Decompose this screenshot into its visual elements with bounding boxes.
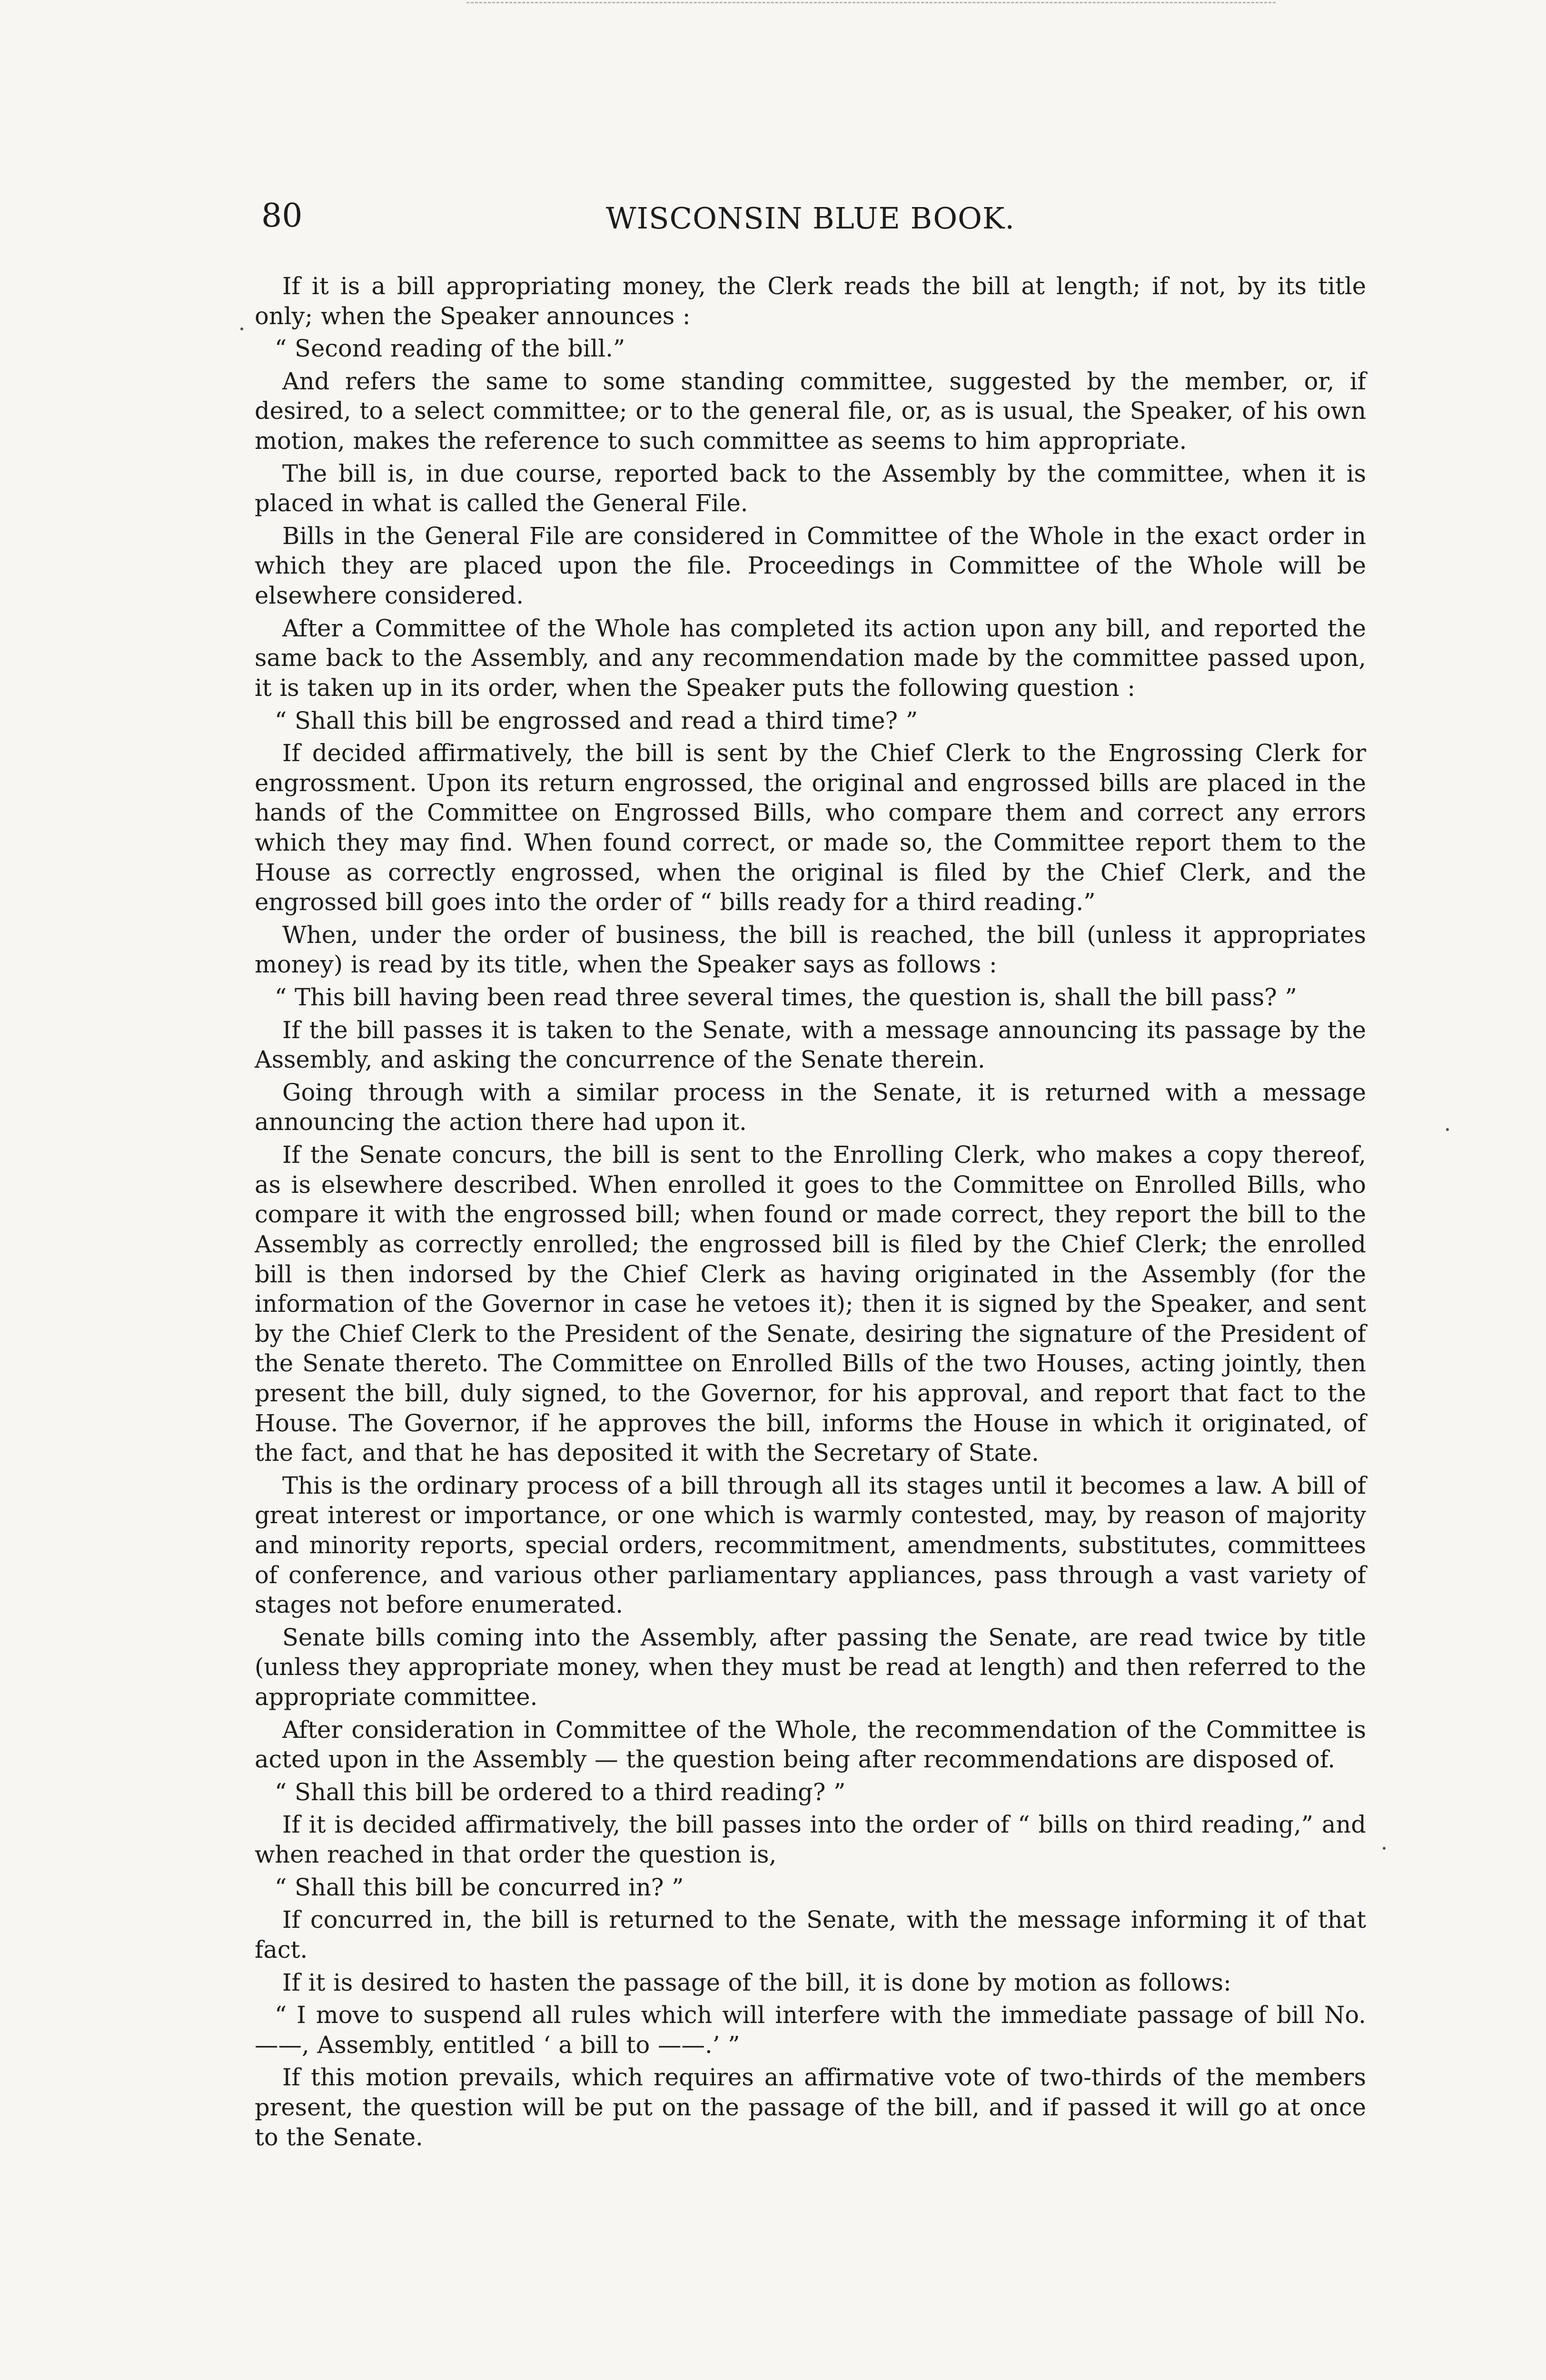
paragraph: If the bill passes it is taken to the Senate, with a message announcing its passage by the Assembly, and asking the concurrence of the Senate therein. [255, 1016, 1366, 1074]
paragraph: If decided affirmatively, the bill is sent by the Chief Clerk to the Engrossing Clerk for engrossment. Upon its return engrossed, the original and engrossed bills are placed in the hands of the Committee on Engrossed Bills, who compare them and correct any errors which they may find. When found correct, or made so, the Committee report them to the House as correctly engrossed, when the original is filed by the Chief Clerk, and the engrossed bill goes into the order of “ bills ready for a third reading.” [255, 739, 1366, 916]
top-edge-rule [466, 2, 1276, 3]
paragraph: If concurred in, the bill is returned to the Senate, with the message informing it of that fact. [255, 1906, 1366, 1964]
quoted-question: “ This bill having been read three several times, the question is, shall the bill pass? ” [275, 983, 1297, 1012]
paragraph: After consideration in Committee of the Whole, the recommendation of the Committee is acted upon in the Assembly — the question being after recommendations are disposed of. [255, 1716, 1366, 1774]
paragraph: Bills in the General File are considered in Committee of the Whole in the exact order in which they are placed upon the file. Proceedings in Committee of the Whole will be elsewhere considered. [255, 522, 1366, 610]
paragraph: If it is decided affirmatively, the bill passes into the order of “ bills on third reading,” and when reached in that order the question is, [255, 1811, 1366, 1869]
paragraph: This is the ordinary process of a bill through all its stages until it becomes a law. A bill of great interest or importance, or one which is warmly contested, may, by reason of majority and minority reports, special orders, recommitment, amendments, substitutes, committees of conference, and various other parliamentary appliances, pass through a vast variety of stages not before enumerated. [255, 1471, 1366, 1619]
body-text [255, 271, 1366, 2152]
paragraph: After a Committee of the Whole has completed its action upon any bill, and reported the same back to the Assembly, and any recommendation made by the committee passed upon, it is taken up in its order, when the Speaker puts the following question : [255, 614, 1366, 702]
quoted-question: “ Shall this bill be concurred in? ” [275, 1873, 684, 1901]
page-number: 80 [261, 197, 303, 235]
stray-ink-mark [240, 327, 243, 330]
book-page [255, 197, 1366, 2155]
paragraph: If this motion prevails, which requires an affirmative vote of two-thirds of the members present, the question will be put on the passage of the bill, and if passed it will go at once to the Senate. [255, 2063, 1366, 2151]
paragraph: If the Senate concurs, the bill is sent to the Enrolling Clerk, who makes a copy thereof, as is elsewhere described. When enrolled it goes to the Committee on Enrolled Bills, who compare it with the engrossed bill; when found or made correct, they report the bill to the Assembly as correctly enrolled; the engrossed bill is filed by the Chief Clerk; the enrolled bill is then indorsed by the Chief Clerk as having originated in the Assembly (for the information of the Governor in case he vetoes it); then it is signed by the Speaker, and sent by the Chief Clerk to the President of the Senate, desiring the signature of the President of the Senate thereto. The Committee on Enrolled Bills of the two Houses, acting jointly, then present the bill, duly signed, to the Governor, for his approval, and report that fact to the House. The Governor, if he approves the bill, informs the House in which it originated, of the fact, and that he has deposited it with the Secretary of State. [255, 1141, 1366, 1467]
quoted-question: “ Shall this bill be ordered to a third reading? ” [275, 1778, 846, 1806]
paragraph: Going through with a similar process in the Senate, it is returned with a message announcing the action there had upon it. [255, 1078, 1366, 1136]
paragraph: And refers the same to some standing committee, suggested by the member, or, if desired, to a select committee; or to the general file, or, as is usual, the Speaker, of his own motion, makes the reference to such committee as seems to him appropriate. [255, 367, 1366, 455]
stray-ink-mark [1446, 1128, 1449, 1131]
paragraph: When, under the order of business, the bill is reached, the bill (unless it appropriates money) is read by its title, when the Speaker says as follows : [255, 921, 1366, 979]
running-head [255, 197, 1366, 252]
quoted-question: “ Shall this bill be engrossed and read a third time? ” [275, 706, 918, 734]
paragraph: The bill is, in due course, reported back to the Assembly by the committee, when it is placed in what is called the General File. [255, 459, 1366, 517]
paragraph: If it is desired to hasten the passage of the bill, it is done by motion as follows: [282, 1968, 1231, 1996]
paragraph: If it is a bill appropriating money, the Clerk reads the bill at length; if not, by its title only; when the Speaker announces : [255, 272, 1366, 330]
quoted-question: “ Second reading of the bill.” [275, 335, 625, 363]
stray-ink-mark [1383, 1847, 1386, 1850]
running-title: WISCONSIN BLUE BOOK. [605, 201, 1015, 236]
quoted-motion: “ I move to suspend all rules which will interfere with the immediate passage of bill No. ——, Assembly, entitled ‘ a bill to ——.’ ” [255, 2001, 1366, 2059]
paragraph: Senate bills coming into the Assembly, after passing the Senate, are read twice by title (unless they appropriate money, when they must be read at length) and then referred to the appropriate committee. [255, 1623, 1366, 1711]
